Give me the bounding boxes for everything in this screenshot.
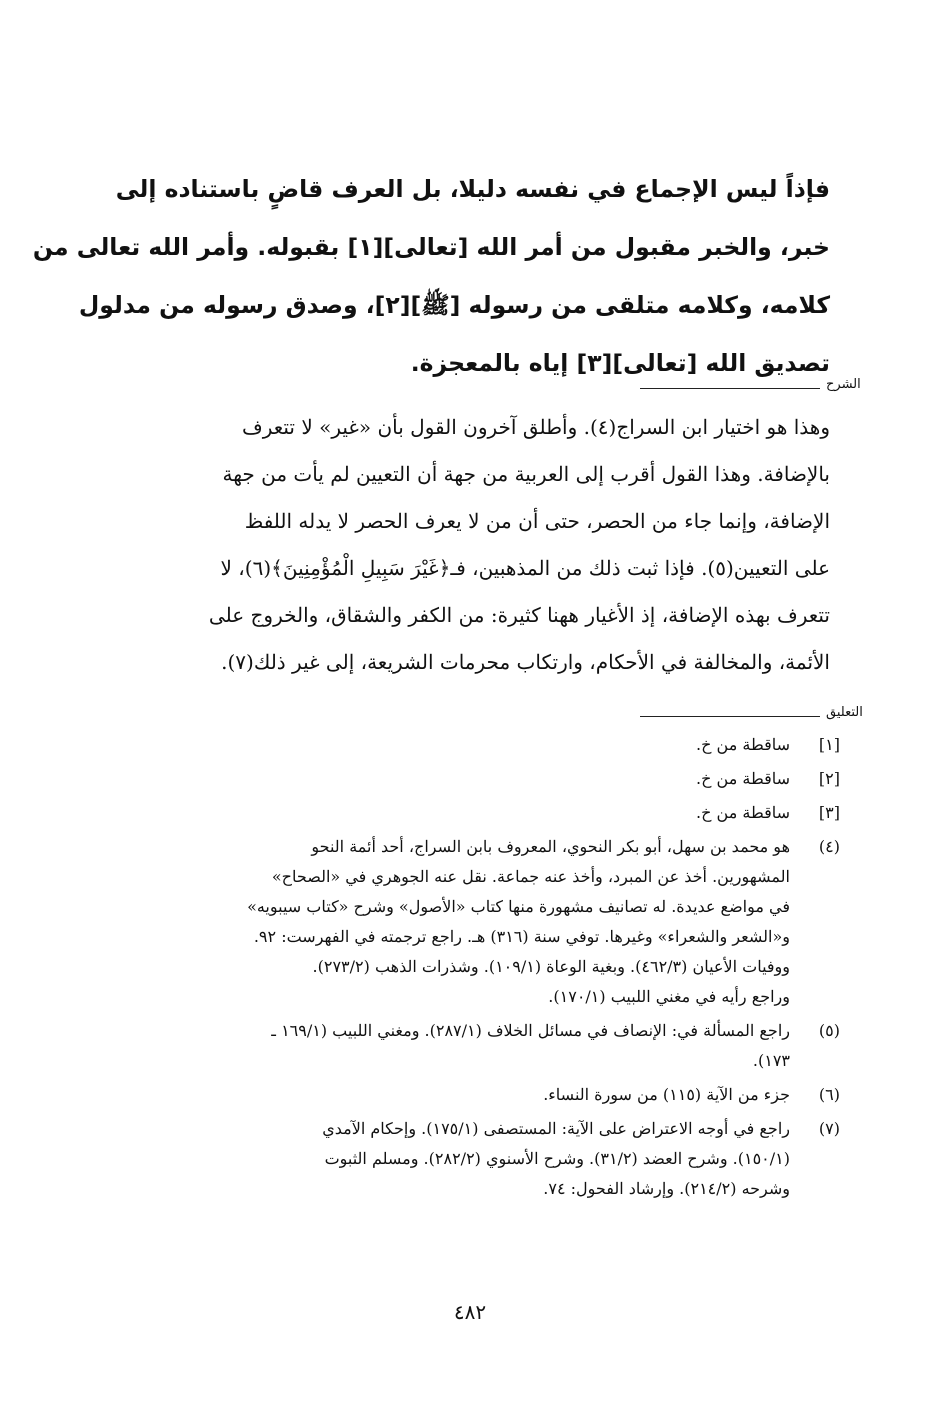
sharh-label: الشرح [826, 377, 861, 392]
footnote-number: (٧) [818, 1119, 840, 1138]
footnote-4 [118, 832, 840, 1012]
footnote-line: راجع في أوجه الاعتراض على الآية: المستصفى (١٧٥/١). وإحكام الآمدي [322, 1119, 790, 1138]
footnote-line: ساقطة من خ. [696, 735, 790, 754]
footnote-line: جزء من الآية (١١٥) من سورة النساء. [543, 1085, 790, 1104]
footnote-line: المشهورين. أخذ عن المبرد، وأخذ عنه جماعة. نقل عنه الجوهري في «الصحاح» [271, 867, 790, 886]
footnote-3 [118, 798, 840, 828]
footnote-1 [118, 730, 840, 760]
sharh-line: الإضافة، وإنما جاء من الحصر، حتى أن من لا يعرف الحصر لا يدله اللفظ [244, 509, 830, 533]
footnote-6 [118, 1080, 840, 1110]
sharh-line: تتعرف بهذه الإضافة، إذ الأغيار ههنا كثيرة: من الكفر والشقاق، والخروج على [208, 603, 830, 627]
footnote-number: [٢] [818, 769, 840, 788]
sharh-line: على التعيين(٥). فإذا ثبت ذلك من المذهبين، فـ﴿غَيْرَ سَبِيلِ الْمُؤْمِنِينَ﴾(٦)، لا [220, 556, 830, 580]
sharh-text [118, 404, 830, 686]
sharh-line: بالإضافة. وهذا القول أقرب إلى العربية من جهة أن التعيين لم يأت من جهة [222, 462, 830, 486]
footnote-line: راجع المسألة في: الإنصاف في مسائل الخلاف (٢٨٧/١). ومغني اللبيب (١٦٩/١ ـ [271, 1021, 790, 1040]
footnote-5 [118, 1016, 840, 1076]
footnote-line: وراجع رأيه في مغني اللبيب (١٧٠/١). [548, 987, 790, 1006]
footnotes [118, 730, 840, 1208]
footnote-number: [٣] [818, 803, 840, 822]
footnote-line: ساقطة من خ. [696, 803, 790, 822]
footnote-number: (٥) [818, 1021, 840, 1040]
footnote-line: هو محمد بن سهل، أبو بكر النحوي، المعروف بابن السراج، أحد أئمة النحو [311, 837, 790, 856]
main-text-line: خبر، والخبر مقبول من أمر الله [تعالى][١] بقبوله. وأمر الله تعالى من [32, 233, 830, 261]
footnote-line: و«الشعر والشعراء» وغيرها. توفي سنة (٣١٦) هـ. راجع ترجمته في الفهرست: ٩٢. [253, 927, 790, 946]
footnote-7 [118, 1114, 840, 1204]
footnote-line: (١٥٠/١). وشرح العضد (٣١/٢). وشرح الأسنوي (٢٨٢/٢). ومسلم الثبوت [324, 1149, 790, 1168]
footnote-line: ووفيات الأعيان (٤٦٢/٣). وبغية الوعاة (١٠٩/١). وشذرات الذهب (٢٧٣/٢). [312, 957, 790, 976]
footnote-number: [١] [818, 735, 840, 754]
main-text-line: كلامه، وكلامه متلقى من رسوله [ﷺ][٢]، وصدق رسوله من مدلول [78, 291, 830, 319]
sharh-line: الأئمة، والمخالفة في الأحكام، وارتكاب محرمات الشريعة، إلى غير ذلك(٧). [221, 650, 830, 674]
footnote-line: في مواضع عديدة. له تصانيف مشهورة منها كتاب «الأصول» وشرح «كتاب سيبويه» [247, 897, 790, 916]
footnote-number: (٦) [818, 1085, 840, 1104]
sharh-line: وهذا هو اختيار ابن السراج(٤). وأطلق آخرون القول بأن «غير» لا تتعرف [241, 415, 830, 439]
page-number: ٤٨٢ [453, 1300, 487, 1324]
footnote-line: وشرحه (٢١٤/٢). وإرشاد الفحول: ٧٤. [543, 1179, 790, 1198]
taliq-label: التعليق [826, 705, 863, 720]
main-text-line: فإذاً ليس الإجماع في نفسه دليلا، بل العرف قاضٍ باستناده إلى [115, 175, 830, 203]
footnote-line: ١٧٣). [752, 1051, 790, 1070]
main-text [32, 160, 830, 392]
footnote-number: (٤) [818, 837, 840, 856]
sharh-divider [640, 388, 820, 389]
footnote-2 [118, 764, 840, 794]
main-text-line: تصديق الله [تعالى][٣] إياه بالمعجزة. [410, 349, 830, 377]
taliq-divider [640, 716, 820, 717]
footnote-line: ساقطة من خ. [696, 769, 790, 788]
